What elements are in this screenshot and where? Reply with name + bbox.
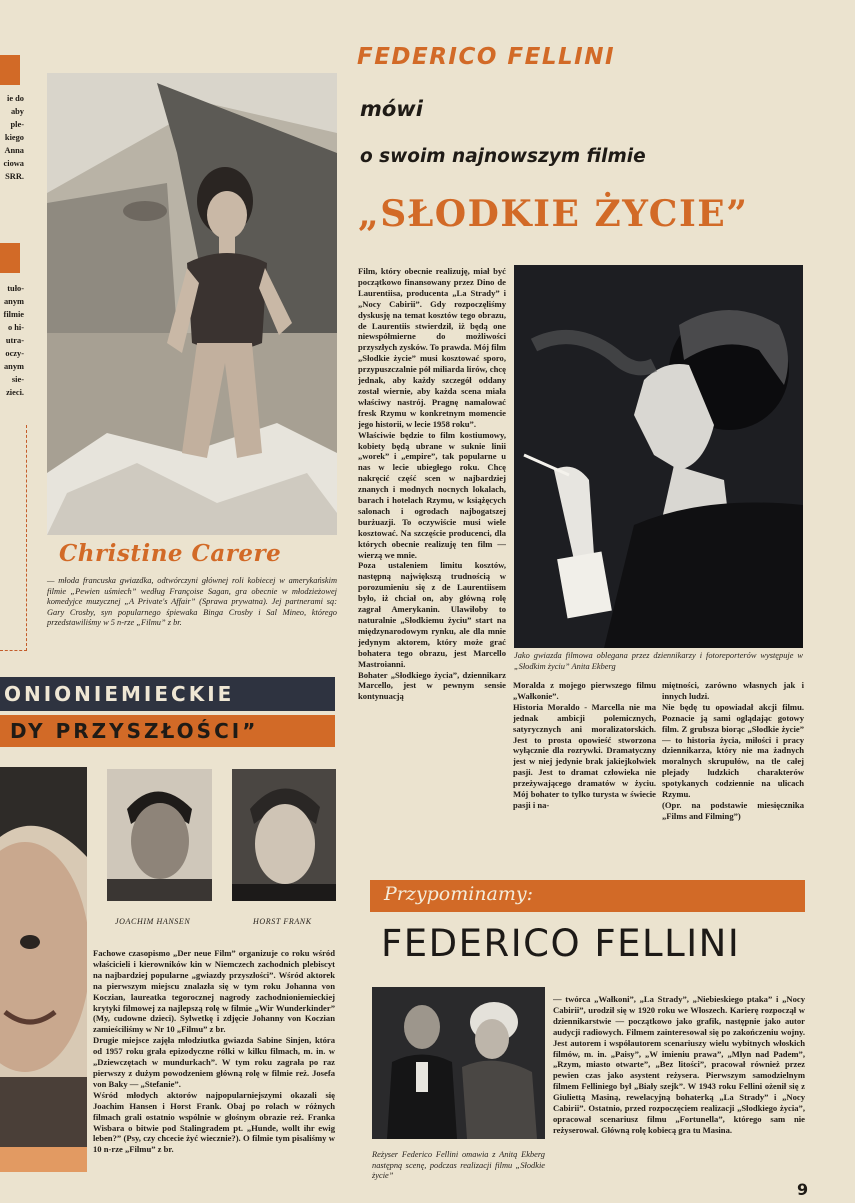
smoking-woman-illustration: [514, 265, 803, 648]
german-section-title-2: DY PRZYSZŁOŚCI”: [10, 719, 259, 743]
christine-carere-photo: [47, 73, 337, 535]
edge-boxed-column: [0, 425, 27, 651]
anita-ekberg-photo: [514, 265, 803, 648]
man-portrait-1: [107, 769, 212, 901]
page-number: 9: [797, 1180, 809, 1199]
horst-frank-photo: [232, 769, 336, 901]
edge-orange-tab-1: [0, 55, 20, 85]
young-actress-photo: [0, 767, 87, 1172]
anita-ekberg-caption: Jako gwiazda filmowa oblegana przez dziennikarzy i fotoreporterów występuje w „Słodkim życiu” Anita Ekberg: [514, 651, 803, 671]
reminder-band: [370, 880, 805, 912]
article-author: FEDERICO FELLINI: [357, 44, 616, 70]
joachim-hansen-photo: [107, 769, 212, 901]
edge-orange-tab-2: [0, 243, 20, 273]
joachim-hansen-label: JOACHIM HANSEN: [115, 917, 191, 926]
article-column-3: miętności, zarówno własnych jak i innych ludzi. Nie będę tu opowiadał akcji filmu. Poznacie ją sami oglądając gotowy film. Z grubsza biorąc „Słodkie życie” — to historia życia, miłości i pracy dziennikarza, który nie ma żadnych moralnych skrupułów, na tle całej plejady ludzkich charakterów spotykanych codziennie na ulicach Rzymu. (Opr. na podstawie miesięcznika „Films and Filming”): [662, 680, 804, 821]
girl-face-illustration: [0, 767, 87, 1172]
edge-text-block-1: ie do aby ple- kiego Anna ciowa SRR.: [3, 94, 24, 181]
director-actress-illustration: [372, 987, 545, 1139]
article-column-2: Moralda z mojego pierwszego filmu „Wałkonie”. Historia Moraldo - Marcella nie ma jednak ambicji polemicznych, satyrycznych ani moralizatorskich. Jest to prosta opowieść stworzona wyłącznie dla rozrywki. Dramatyczny jest w niej jedynie brak jakiejkolwiek pasji. Jest to dramat człowieka nie przeżywającego dramatów w życiu. Mój bohater to tylko turysta w świecie pasji i na-: [513, 680, 656, 810]
christine-carere-caption: — młoda francuska gwiazdka, odtwórczyni głównej roli kobiecej w amerykańskim filmie „Pewien uśmiech” według Françoise Sagan, gra obecnie w młodzieżowej komedyjce muzycznej „A Private's Affair” (Sprawa prywatna). Jej partnerami są: Gary Crosby, syn popularnego śpiewaka Binga Crosby i Sal Mineo, którego przedstawiliśmy w 5 n-rze „Filmu” z br.: [47, 576, 337, 628]
man-portrait-2: [232, 769, 336, 901]
german-section-band-orange: [0, 715, 335, 747]
german-stars-text: Fachowe czasopismo „Der neue Film” organizuje co roku wśród właścicieli i kierowników kin w Niemczech zachodnich plebiscyt na najbardziej popularne „gwiazdy przyszłości”. Wśród aktorek na pierwszym miejscu znalazła się w tym roku Johanna von Koczian, laureatka tegorocznej nagrody zachodnioniemieckiej krytyki filmowej za najlepszą rolę w filmie „Wir Wunderkinder” (My, cudowne dzieci). Sylwetkę i zdjęcie Johanny von Koczian zamieściliśmy w Nr 10 „Filmu” z br. Drugie miejsce zajęła młodziutka gwiazda Sabine Sinjen, która od 1957 roku grała epizodyczne rólki w kilku filmach, m. in. w „Dziewczętach w mundurkach”. W tym roku zagrała po raz pierwszy z dużym powodzeniem główną rolę w filmie reż. Josefa von Baky — „Stefanie”. Wśród młodych aktorów najpopularniejszymi okazali się Joachim Hansen i Horst Frank. Obaj po rolach w różnych filmach grali ostatnio wspólnie w głośnym obrazie reż. Franka Wisbara o bitwie pod Stalingradem pt. „Hunde, wollt ihr ewig leben?” (Psy, czy chcecie żyć wiecznie?). O filmie tym pisaliśmy w 10 n-rze „Filmu” z br.: [93, 948, 335, 1155]
article-title: „SŁODKIE ŻYCIE”: [358, 193, 749, 235]
horst-frank-label: HORST FRANK: [253, 917, 312, 926]
beach-scene-illustration: [47, 73, 337, 535]
article-says: mówi: [360, 97, 423, 121]
christine-carere-name: Christine Carere: [59, 540, 282, 567]
article-subtitle: o swoim najnowszym filmie: [360, 146, 646, 167]
fellini-ekberg-caption: Reżyser Federico Fellini omawia z Anitą Ekberg następną scenę, podczas realizacji filmu „Słodkie życie”: [372, 1150, 545, 1181]
reminder-label: Przypominamy:: [384, 883, 534, 905]
german-section-band-dark: [0, 677, 335, 711]
fellini-name-heading: FEDERICO FELLINI: [381, 922, 741, 965]
fellini-ekberg-photo: [372, 987, 545, 1139]
german-section-title-1: ONIONIEMIECKIE: [4, 682, 235, 706]
article-column-1: Film, który obecnie realizuję, miał być początkowo finansowany przez Dino de Laurentiisa, producenta „La Strady” i „Nocy Cabirii”. Gdy rozpoczęliśmy dyskusję na temat kosztów tego obrazu, de Laurentiis stwierdził, iż będą one niewspółmierne do możliwości przyszłych zysków. To prawda. Mój film „Słodkie życie” musi kosztować sporo, przypuszczalnie pół miliarda lirów, chcę jednak, aby każdy szczegół oddany został wiernie, aby każda scena miała właściwy nastrój. Pragnę namalować fresk Rzymu w konkretnym momencie jego historii, w lecie 1958 roku”. Właściwie będzie to film kostiumowy, kobiety będą ubrane w suknie linii „worek” i „empire”, tak popularne u nas w lecie ubiegłego roku. Chcę nakręcić część scen w najbardziej znanych i modnych nocnych lokalach, barach i hotelach Rzymu, w książęcych salonach i ogrodach najbogatszej burżuazji. To oczywiście musi wiele kosztować. Na szczęście producenci, dla których obecnie realizuję ten film — wierzą we mnie. Poza ustaleniem limitu kosztów, następną największą trudnością w porozumieniu się z de Laurentiisem było, iż chciał on, aby główną rolę zagrał Amerykanin. Ulawiłoby to naturalnie „Słodkiemu życiu” start na międzynarodowym rynku, ale dla mnie jedynym aktorem, który może grać bohatera tego obrazu, jest Marcello Mastroianni. Bohater „Słodkiego życia”, dziennikarz Marcello, jest w pewnym sensie kontynuacją: [358, 266, 506, 702]
fellini-bio-text: — twórca „Wałkoni”, „La Strady”, „Niebieskiego ptaka” i „Nocy Cabirii”, urodził się w 1920 roku we Włoszech. Karierę rozpoczął w dziennikarstwie — początkowo jako grafik, następnie jako autor audycji radiowych. Filmem zainteresował się po zakończeniu wojny. Jest autorem i współautorem scenariuszy wielu wybitnych włoskich filmów, m. in. „Paisy”, „W imieniu prawa”, „Młyn nad Padem”, „Rzym, miasto otwarte”, „Bez litości”, pracował również przez pewien czas jako asystent reżysera. Pierwszym samodzielnym filmem Felliniego był „Biały szejk”. W 1943 roku Fellini ożenił się z Giuliettą Masiną, rewelacyjną bohaterką „La Strady” i „Nocy Cabirii”. Ostatnio, przed rozpoczęciem realizacji „Słodkiego życia”, opracował scenariusz filmu „Fortunella”, którego sam nie reżyserował. Główną rolę kobiecą gra tu Masina.: [553, 994, 805, 1135]
edge-text-block-2: tuło- anym filmie o hi- utra- oczy- anym sie- zieci.: [3, 284, 24, 397]
